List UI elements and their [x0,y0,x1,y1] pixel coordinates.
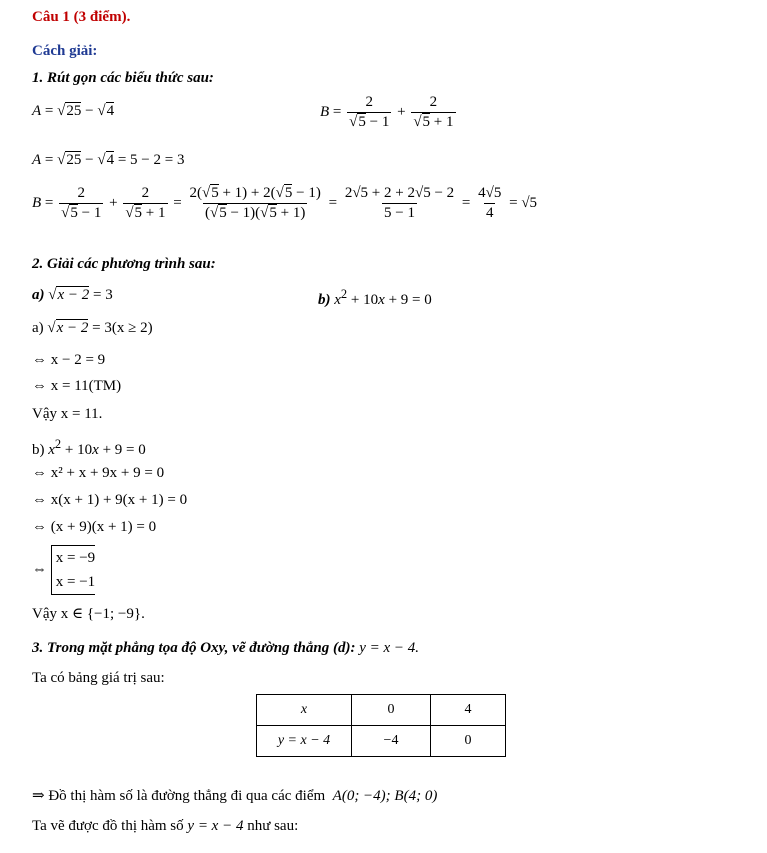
solve-b-step2: ⇔ x(x + 1) + 9(x + 1) = 0 [32,492,188,508]
solution-A: A = √25 − √4 = 5 − 2 = 3 [32,152,185,168]
table-row [257,726,506,757]
B-numerator-right: 4√5 [478,185,502,201]
solution-heading: Cách giải: [32,43,98,59]
equation-b: b) $x^2 + 10x + 9 = 0$ [318,287,432,308]
table-cell: 0 [352,695,431,726]
table-row [257,695,506,726]
B-result: √5 [521,194,538,211]
table-cell: −4 [352,726,431,757]
table-cell: 0 [431,726,506,757]
solve-a-line: a) √x − 2 = 3(x ≥ 2) [32,320,153,336]
table-cell: x [257,695,352,726]
equation-a: a) √x − 2 = 3 [32,287,113,303]
solve-a-conclusion: Vậy x = 11. [32,406,103,422]
solve-a-step1: ⇔ x − 2 = 9 [32,352,106,368]
case-1: x = −9 [55,550,96,566]
expression-B: B = $\frac{2}{√5 - 1}$ + $\frac{2}{√5 + 1}$ [320,94,454,130]
solve-b-conclusion: Vậy x ∈ {−1; −9}. [32,606,145,622]
points-text: A(0; −4); B(4; 0) [332,788,438,804]
graph-final: Ta vẽ được đồ thị hàm số y = x − 4 như sau: [32,818,299,834]
table-intro: Ta có bảng giá trị sau: [32,670,165,686]
solve-b-line: b) $x^2 + 10x + 9 = 0$ [32,437,146,458]
question-heading: Câu 1 (3 điểm). [32,9,131,25]
solution-B: B = $\frac{2}{√5 - 1}$ + $\frac{2}{√5 + 1}$ = $\frac{2(√5 + 1) + 2(√5 - 1)}{(√5 - 1)(√5 + 1)}$ = $\frac{2√5 + 2 + 2√5 - 2}{5 - 1}$ = $\frac{4√5}{4}$ = √5 [32,185,538,221]
condition-a: (x ≥ 2) [111,320,153,336]
part2-title: 2. Giải các phương trình sau: [32,256,216,272]
solve-b-step3: ⇔ (x + 9)(x + 1) = 0 [32,519,157,535]
solve-b-cases: ⇔ x = −9 x = −1 [32,545,95,595]
solution-A-result: = 5 − 2 = 3 [117,152,185,168]
part1-title: 1. Rút gọn các biểu thức sau: [32,70,214,86]
B-numerator-left: 2√5 + 2 + 2√5 − 2 [344,185,455,201]
expression-A: A = √25 − √4 [32,103,115,119]
solve-a-step2: ⇔ x = 11(TM) [32,378,122,394]
B-denominator-right: 4 [485,205,494,221]
value-table [256,694,506,757]
graph-conclusion: ⇒ Đồ thị hàm số là đường thẳng đi qua các điểm A(0; −4); B(4; 0) [32,788,438,804]
table-cell: y = x − 4 [257,726,352,757]
line-equation: y = x − 4. [359,640,419,656]
B-denominator-left: 5 − 1 [384,205,415,221]
part3-title-line [32,640,419,657]
table-cell: 4 [431,695,506,726]
case-2: x = −1 [55,574,96,590]
part3-title: 3. Trong mặt phẳng tọa độ Oxy, vẽ đường thẳng (d): [32,640,356,656]
solve-b-step1: ⇔ x² + x + 9x + 9 = 0 [32,465,165,481]
